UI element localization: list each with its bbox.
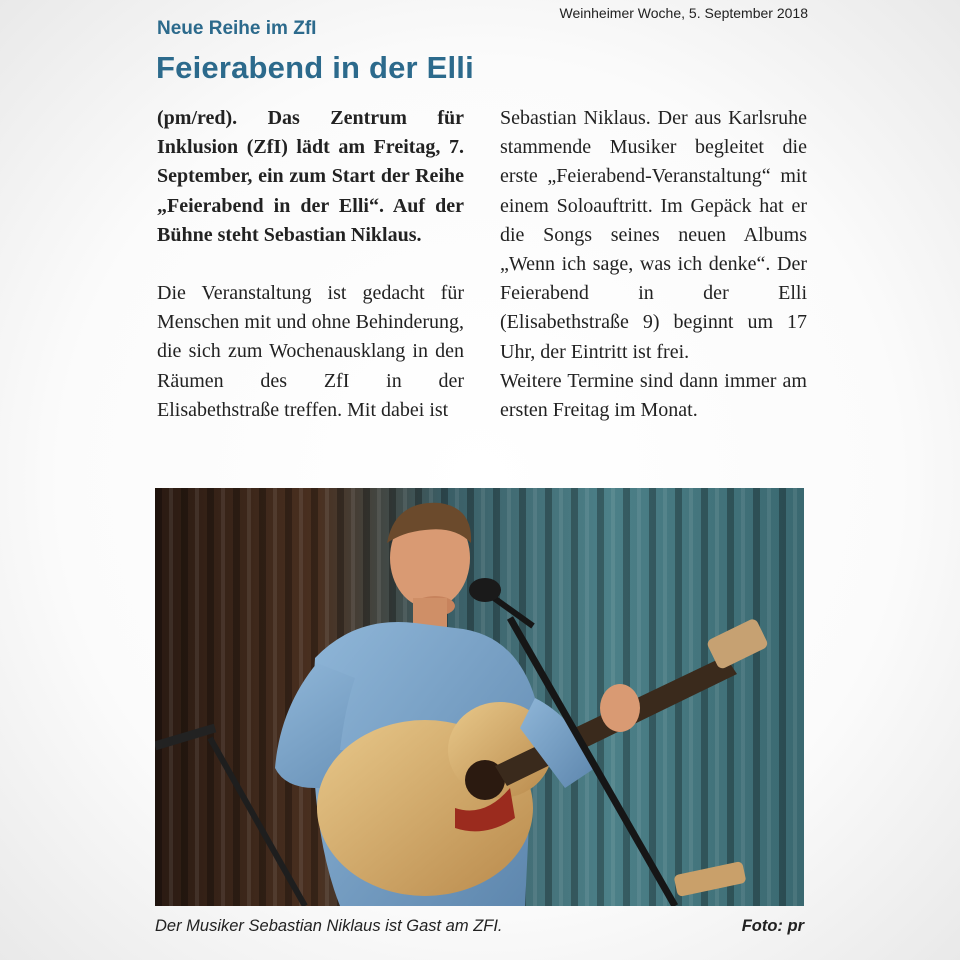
article-headline: Feierabend in der Elli	[156, 50, 474, 85]
publication-source: Weinheimer Woche, 5. September 2018	[559, 5, 808, 21]
article-body-right-closing: Weitere Termine sind dann immer am ersten Freitag im Monat.	[500, 369, 807, 422]
article-body-right: Sebastian Niklaus. Der aus Karlsruhe stammende Musiker begleitet die erste „Feierabend-Veranstaltung“ mit einem Soloauftritt. Im Gepäck hat er die Songs seines neuen Albums „Wenn ich sage, was ich denke“. Der Feierabend in der Elli (Elisabethstraße 9) beginnt um 17 Uhr, der Eintritt ist frei.	[500, 107, 807, 363]
article-column-right	[500, 104, 807, 425]
article-lead: (pm/red). Das Zentrum für Inklusion (ZfI) lädt am Freitag, 7. September, ein zum Start der Reihe „Feierabend in der Elli“. Auf der Bühne steht Sebastian Niklaus.	[157, 107, 464, 246]
photo-caption: Der Musiker Sebastian Niklaus ist Gast am ZFI.	[155, 917, 503, 935]
article-photo	[155, 488, 804, 906]
article-kicker: Neue Reihe im ZfI	[157, 18, 317, 39]
photo-caption-row	[155, 917, 804, 936]
article-body-left: Die Veranstaltung ist gedacht für Menschen mit und ohne Behinderung, die sich zum Wochenausklang in den Räumen des ZfI in der Elisabethstraße treffen. Mit dabei ist	[157, 282, 464, 421]
article-column-left	[157, 104, 464, 425]
photo-credit: Foto: pr	[741, 917, 804, 935]
